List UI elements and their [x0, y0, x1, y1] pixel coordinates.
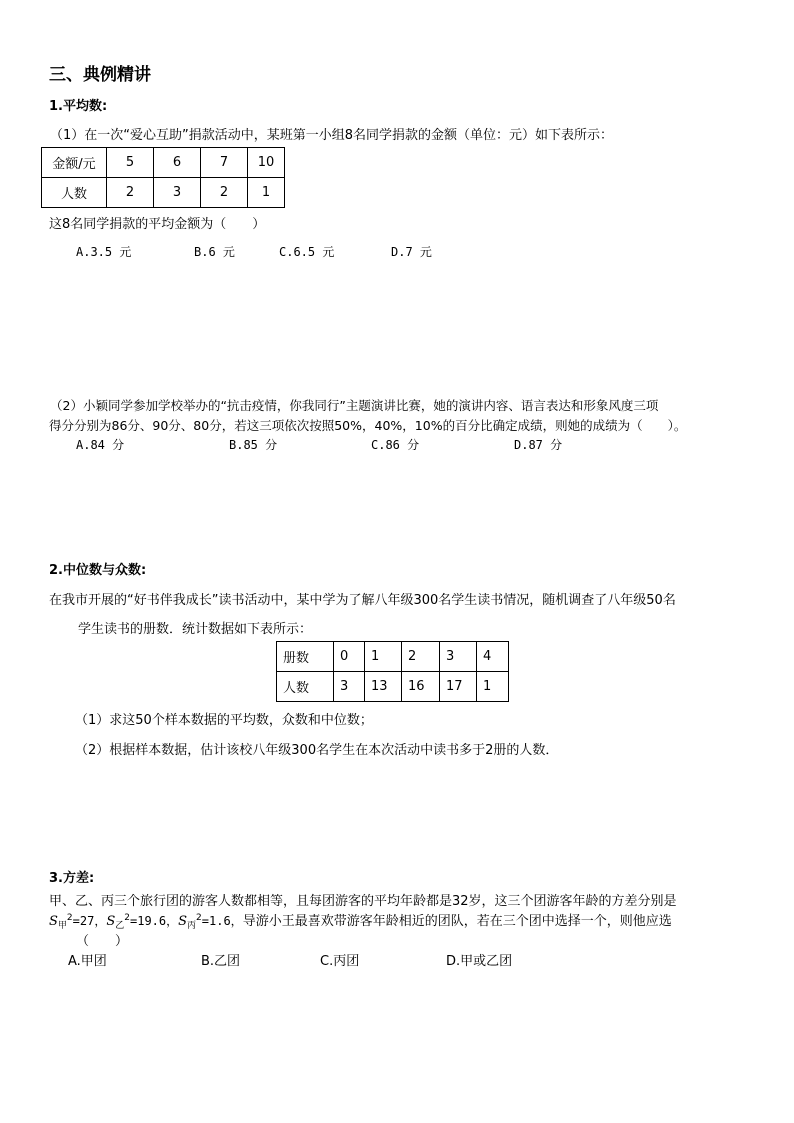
table-cell: 2: [201, 178, 248, 208]
table-cell: 7: [201, 148, 248, 178]
q2-heading: 2.中位数与众数:: [49, 563, 147, 578]
q3-line2-rest: 导游小王最喜欢带游客年龄相近的团队，若在三个团中选择一个，则他应选: [242, 914, 672, 929]
table-cell: 6: [154, 148, 201, 178]
q1-p2-option-b: B.85 分: [229, 438, 278, 452]
variance-value: =27，: [72, 914, 107, 928]
table-cell: 5: [107, 148, 154, 178]
variance-value: =1.6，: [201, 914, 243, 928]
q1-p1-option-c: C.6.5 元: [279, 245, 335, 259]
table-cell: 册数: [277, 642, 334, 672]
table-cell: 1: [365, 642, 402, 672]
variance-superscript: 2: [124, 913, 130, 923]
q1-p1-question: 这8名同学捐款的平均金额为（ ）: [49, 217, 266, 232]
table-cell: 1: [477, 672, 509, 702]
q1-p1-option-d: D.7 元: [391, 245, 432, 259]
q1-p2-option-a: A.84 分: [76, 438, 125, 452]
table-cell: 人数: [42, 178, 107, 208]
q1-heading: 1.平均数:: [49, 99, 108, 114]
table-cell: 1: [248, 178, 285, 208]
q1-amount-table: [41, 147, 285, 208]
table-cell: 3: [154, 178, 201, 208]
variance-symbol: S: [49, 914, 58, 929]
q1-p2-option-c: C.86 分: [371, 438, 420, 452]
table-row: [42, 148, 285, 178]
table-row: [277, 672, 509, 702]
q3-option-b: B.乙团: [201, 954, 241, 969]
table-row: [277, 642, 509, 672]
q3-answer-blank: （ ）: [76, 934, 129, 949]
variance-symbol: S: [178, 914, 188, 929]
variance-subscript: 乙: [115, 921, 125, 931]
table-cell: 3: [334, 672, 365, 702]
q3-option-d: D.甲或乙团: [446, 954, 513, 969]
table-cell: 2: [107, 178, 154, 208]
q3-option-a: A.甲团: [68, 954, 107, 969]
variance-subscript: 丙: [187, 921, 197, 931]
table-cell: 13: [365, 672, 402, 702]
table-cell: 17: [440, 672, 477, 702]
q1-p2-line1: （2）小颖同学参加学校举办的“抗击疫情，你我同行”主题演讲比赛，她的演讲内容、语言表达和形象风度三项: [50, 398, 659, 413]
q3-line1: 甲、乙、丙三个旅行团的游客人数都相等，且每团游客的平均年龄都是32岁，这三个团游客年龄的方差分别是: [49, 894, 677, 909]
table-cell: 2: [402, 642, 440, 672]
table-cell: 16: [402, 672, 440, 702]
section-title: 三、典例精讲: [49, 65, 151, 85]
variance-superscript: 2: [66, 913, 73, 923]
table-cell: 10: [248, 148, 285, 178]
q2-line1: 在我市开展的“好书伴我成长”读书活动中，某中学为了解八年级300名学生读书情况，随机调查了八年级50名: [49, 593, 676, 608]
q1-p2-line2: 得分分别为86分、90分、80分，若这三项依次按照50%，40%，10%的百分比确定成绩，则她的成绩为（ ）。: [49, 418, 687, 433]
variance-symbol: S: [106, 914, 116, 929]
table-cell: 0: [334, 642, 365, 672]
q2-books-table: [276, 641, 509, 702]
q2-sub2: （2）根据样本数据，估计该校八年级300名学生在本次活动中读书多于2册的人数．: [75, 743, 559, 758]
q1-p1-stem: （1）在一次“爱心互助”捐款活动中，某班第一小组8名同学捐款的金额（单位：元）如下表所示：: [50, 128, 614, 143]
q3-option-c: C.丙团: [320, 954, 360, 969]
variance-superscript: 2: [196, 913, 202, 923]
q1-p1-option-b: B.6 元: [194, 245, 235, 259]
q2-sub1: （1）求这50个样本数据的平均数，众数和中位数；: [75, 713, 373, 728]
q3-variance-line: [49, 910, 672, 929]
q2-line2: 学生读书的册数．统计数据如下表所示：: [78, 622, 313, 637]
table-cell: 金额/元: [42, 148, 107, 178]
variance-value: =19.6，: [130, 914, 179, 928]
q3-heading: 3.方差:: [49, 871, 95, 886]
table-cell: 4: [477, 642, 509, 672]
table-row: [42, 178, 285, 208]
table-cell: 人数: [277, 672, 334, 702]
q1-p1-option-a: A.3.5 元: [76, 245, 132, 259]
table-cell: 3: [440, 642, 477, 672]
variance-subscript: 甲: [57, 921, 67, 931]
q1-p2-option-d: D.87 分: [514, 438, 563, 452]
